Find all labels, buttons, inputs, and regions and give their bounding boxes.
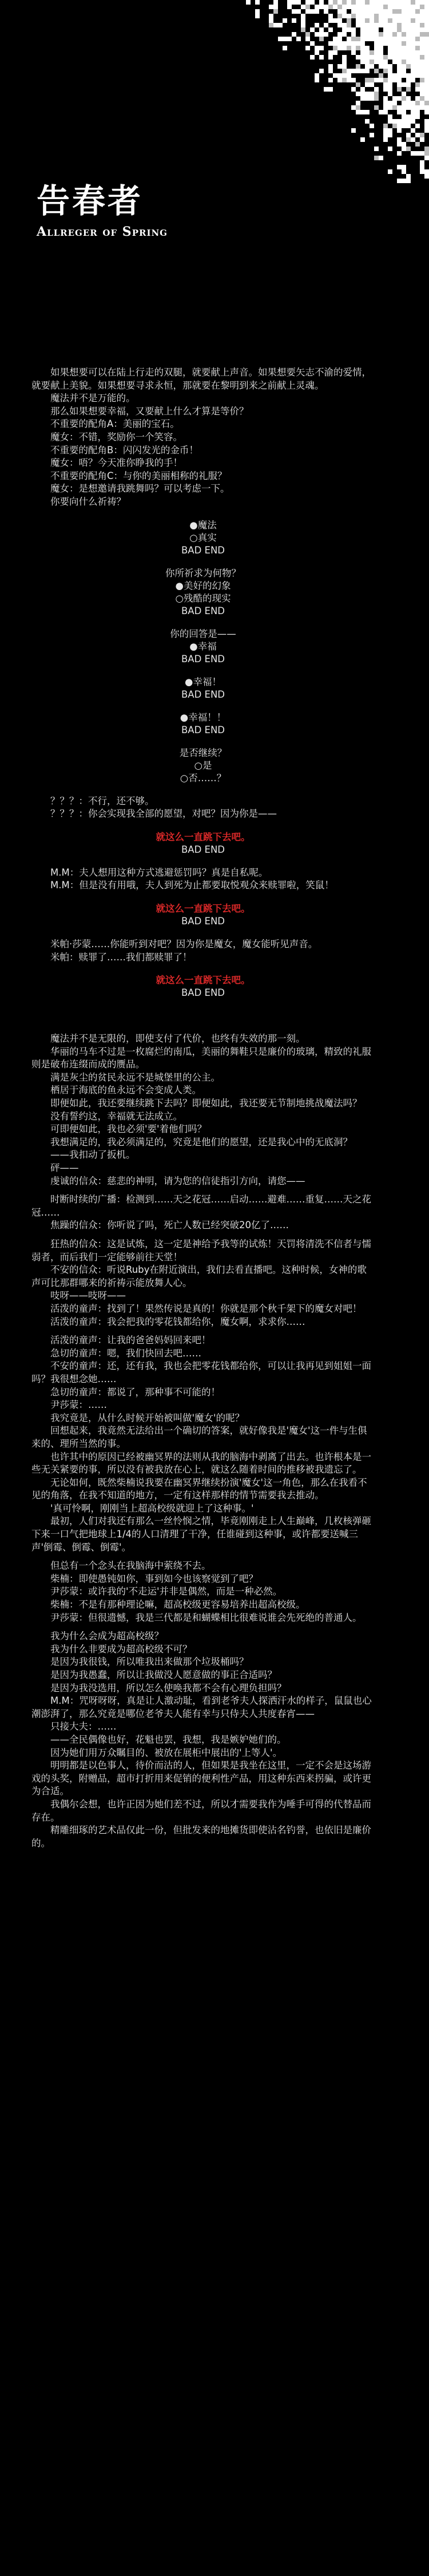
paragraph: 米帕·莎蒙……你能听到对吧？因为你是魔女，魔女能听见声音。 xyxy=(50,938,318,949)
paragraph: 满是灰尘的贫民永远不是城堡里的公主。 xyxy=(50,1071,220,1083)
paragraph: 如果想要可以在陆上行走的双腿，就要献上声音。如果想要矢志不渝的爱情，就要献上美貌。如果想要寻求永恒，那就要在黎明到来之前献上灵魂。 xyxy=(31,367,371,391)
paragraph: 无论如何，既然柴楠说我要在幽冥界继续扮演'魔女'这一角色，那么在我看不见的角落，在我不知道的地方，一定有这样那样的情节需要我去推动。 xyxy=(31,1477,367,1501)
paragraph: 魔女：唔？今天准你睁我的手！ xyxy=(50,457,182,469)
paragraph: 吱呀——吱呀—— xyxy=(50,1290,126,1301)
choice-option[interactable]: ○残酷的现实 xyxy=(175,592,231,604)
paragraph: 是因为我没选用，所以怎么使唤我都不会有心理负担吗？ xyxy=(50,1682,287,1693)
choice-result: BAD END xyxy=(181,653,225,664)
choice-result: BAD END xyxy=(181,605,225,616)
after-choice-section xyxy=(31,795,375,821)
paragraph: 只接大夫：…… xyxy=(50,1721,117,1732)
paragraph: 是因为我很钱，所以唯我出来做那个垃圾桶吗？ xyxy=(50,1656,249,1668)
choice-option[interactable]: ●幸福！ xyxy=(185,676,221,687)
paragraph: 我想满足的，我必须满足的，究竟是他们的愿望，还是我心中的无底洞？ xyxy=(50,1136,352,1147)
paragraph: 我为什么会成为超高校级？ xyxy=(50,1631,164,1642)
paragraph: ？？？：你会实现我全部的愿望，对吧？因为你是—— xyxy=(50,808,277,820)
paragraph: ——我扣动了扳机。 xyxy=(50,1149,136,1161)
main-story-section xyxy=(31,1032,375,1850)
paragraph: 米帕：赎罪了……我们都赎罪了！ xyxy=(50,951,192,963)
paragraph: ——全民偶像也好，花魁也罢，我想，我是嫉妒她们的。 xyxy=(50,1734,287,1745)
choice-option[interactable]: ●美好的幻象 xyxy=(175,580,231,591)
bad-end-label: BAD END xyxy=(181,915,225,927)
choice-option[interactable]: ●幸福 xyxy=(189,640,217,652)
choice-question: 你所祈求为何物？ xyxy=(165,567,241,579)
choice-question: 你的回答是—— xyxy=(170,628,236,639)
paragraph: 回想起来，我竟然无法给出一个确切的答案，就好像我是'魔女'这一件与生俱来的、理所当然的事。 xyxy=(31,1425,367,1449)
choice-option[interactable]: ○否……？ xyxy=(180,772,227,784)
paragraph: 柴楠：即使愚钝如你，事到如今也该察觉到了吧？ xyxy=(50,1573,258,1584)
paragraph: 没有誓约这，幸福就无法成立。 xyxy=(50,1110,182,1122)
page-subtitle: Allreger of Spring xyxy=(37,224,168,239)
paragraph: 我为什么非要成为超高校级不可？ xyxy=(50,1643,192,1655)
paragraph: M.M：咒呀呀呀，真是让人激动耻，看到老爷夫人探洒汗水的样子，鼠鼠也心潮澎湃了，那么究竟是哪位老爷夫人能有幸与只侍夫人共度春宵—— xyxy=(31,1695,372,1719)
paragraph: M.M：夫人想用这种方式逃避惩罚吗？真是自私呢。 xyxy=(50,866,268,878)
red-line: 就这么一直跳下去吧。 xyxy=(156,831,251,842)
paragraph: 你要向什么祈祷？ xyxy=(50,496,126,507)
choice-block-4 xyxy=(31,676,375,701)
choice-block-3 xyxy=(31,628,375,666)
paragraph: ？？？：不行，还不够。 xyxy=(50,795,154,806)
paragraph: 魔女：不错，奖励你一个笑容。 xyxy=(50,431,182,442)
paragraph: 即便如此，我还要继续跳下去吗？即便如此，我还要无节制地挑战魔法吗？ xyxy=(50,1098,362,1109)
paragraph: 精雕细琢的艺术品仅此一份，但批发来的地摊货即使沾名钓誉，也依旧是廉价的。 xyxy=(31,1825,371,1849)
paragraph: 不安的信众：听说Ruby在附近演出，我们去看直播吧。这种时候，女神的歌声可比那群哪来的祈祷示能放舞人心。 xyxy=(31,1264,367,1288)
story-body xyxy=(31,366,375,1850)
mipa-section xyxy=(31,938,375,964)
page-title: 告春者 xyxy=(37,181,144,220)
paragraph: 是因为我愚蠢，所以让我做没人愿意做的事正合适吗？ xyxy=(50,1669,277,1680)
paragraph: 不重要的配角C：与你的美丽相称的礼服？ xyxy=(50,470,227,481)
paragraph: 因为她们用万众瞩目的、被放在展柜中展出的'上等人'。 xyxy=(50,1747,283,1758)
choice-block-2 xyxy=(31,567,375,618)
red-line-block xyxy=(31,974,375,999)
choice-result: BAD END xyxy=(181,724,225,735)
paragraph: 魔女：是想邀请我跳舞吗？可以考虑一下。 xyxy=(50,483,230,494)
paragraph: 活泼的童声：我会把我的零花钱都给你，魔女啊，求求你…… xyxy=(50,1316,305,1327)
paragraph: M.M：但是没有用哦，夫人到死为止都要取悦观众来赎罪啦，笑鼠！ xyxy=(50,880,334,891)
pixel-noise-decoration xyxy=(246,0,429,183)
paragraph: 不安的童声：还，还有我，我也会把零花钱都给你，可以让我再见到姐姐一面吗？我很想念她…… xyxy=(31,1360,371,1384)
paragraph: 不重要的配角A：美丽的宝石。 xyxy=(50,418,180,430)
paragraph: 焦躁的信众：你听说了吗，死亡人数已经突破20亿了…… xyxy=(50,1220,289,1231)
intro-section xyxy=(31,366,375,509)
bad-end-label: BAD END xyxy=(181,844,225,855)
paragraph: 我偶尔会想，也许正因为她们差不过，所以才需要我作为唾手可得的代替品而存在。 xyxy=(31,1798,371,1823)
paragraph: 那么如果想要幸福，又要献上什么才算是等价？ xyxy=(50,405,249,417)
paragraph: 华丽的马车不过是一枚腐烂的南瓜，美丽的舞鞋只是廉价的玻璃，精致的礼服则是破布连缀而成的赝品。 xyxy=(31,1046,371,1070)
paragraph: 砰—— xyxy=(50,1162,79,1174)
paragraph: 我究竟是，从什么时候开始被叫做'魔女'的呢？ xyxy=(50,1412,245,1423)
paragraph: 虔诚的信众：慈悲的神明，请为您的信徒指引方向，请您—— xyxy=(50,1175,305,1186)
paragraph: 栖居于海底的鱼永远不会变成人类。 xyxy=(50,1085,201,1096)
paragraph: 时断时续的广播：检测到……天之花冠……启动……避难……重复……天之花冠…… xyxy=(31,1194,371,1218)
bad-end-label: BAD END xyxy=(181,987,225,999)
choice-option[interactable]: ○是 xyxy=(194,759,212,771)
paragraph: 柴楠：不是有那种理论嘛，超高校级更容易培养出超高校级。 xyxy=(50,1599,305,1611)
paragraph: 急切的童声：都说了，那种事不可能的！ xyxy=(50,1386,220,1398)
paragraph: 但总有一个念头在我脑海中萦绕不去。 xyxy=(50,1560,211,1572)
header xyxy=(0,0,429,240)
paragraph: 不重要的配角B：闪闪发光的金币！ xyxy=(50,444,198,456)
paragraph: 明明都是以色事人，待价而沽的人，但如果是我坐在这里，一定不会是这场游戏的头奖，附赠品，超市打折用来促销的便利性产品，用这种东西来拐骗，或许更为合适。 xyxy=(31,1760,371,1797)
choice-option[interactable]: ○真实 xyxy=(189,532,217,543)
red-line: 就这么一直跳下去吧。 xyxy=(156,975,251,986)
choice-result: BAD END xyxy=(181,544,225,556)
red-line-block xyxy=(31,831,375,856)
paragraph: 尹莎蒙：但很遗憾，我是三代都是和蝴蝶相比很难说谁会先死绝的普通人。 xyxy=(50,1612,362,1623)
choice-result: BAD END xyxy=(181,688,225,700)
choice-option[interactable]: ●魔法 xyxy=(189,519,217,531)
paragraph: 也许其中的原因已经被幽冥界的法则从我的脑海中剥离了出去。也许根本是一些无关紧要的事，所以没有被我放在心上，就这么随着时间的推移被我遗忘了。 xyxy=(31,1451,371,1475)
paragraph: 急切的童声：嗯，我们快回去吧…… xyxy=(50,1347,201,1359)
paragraph: 尹莎蒙：或许我的'不走运'并非是偶然，而是一种必然。 xyxy=(50,1586,283,1597)
mm-section xyxy=(31,866,375,892)
red-line-block xyxy=(31,903,375,928)
choice-block-1 xyxy=(31,519,375,557)
paragraph: 魔法并不是无限的，即使支付了代价，也终有失效的那一刻。 xyxy=(50,1033,305,1044)
paragraph: 尹莎蒙：…… xyxy=(50,1399,107,1411)
paragraph: 活泼的童声：找到了！果然传说是真的！你就是那个秋千架下的魔女对吧！ xyxy=(50,1303,362,1314)
paragraph: '真可怜啊，刚刚当上超高校级就迎上了这种事。' xyxy=(50,1502,254,1514)
choice-option[interactable]: ●幸福！！ xyxy=(180,711,227,723)
choice-block-6 xyxy=(31,747,375,785)
paragraph: 狂热的信众：这是试炼，这一定是神给予我等的试炼！天罚将清洗不信者与懦弱者，而后我们一定能够前往天堂！ xyxy=(31,1238,371,1263)
paragraph: 最初，人们对我还有那么一丝怜悯之情，毕竟刚刚走上人生巅峰，几枚核弹砸下来一口气把地球上1/4的人口清理了干净，任谁碰到这种事，或许都要送喊三声'倒霉、倒霉、倒霉'。 xyxy=(31,1515,371,1553)
choice-block-5 xyxy=(31,711,375,737)
paragraph: 活泼的童声：让我的爸爸妈妈回来吧！ xyxy=(50,1335,211,1346)
red-line: 就这么一直跳下去吧。 xyxy=(156,903,251,914)
paragraph: 可即便如此，我也必须'要'着他们吗？ xyxy=(50,1123,207,1135)
choice-question: 是否继续？ xyxy=(179,747,227,758)
paragraph: 魔法并不是万能的。 xyxy=(50,393,136,404)
